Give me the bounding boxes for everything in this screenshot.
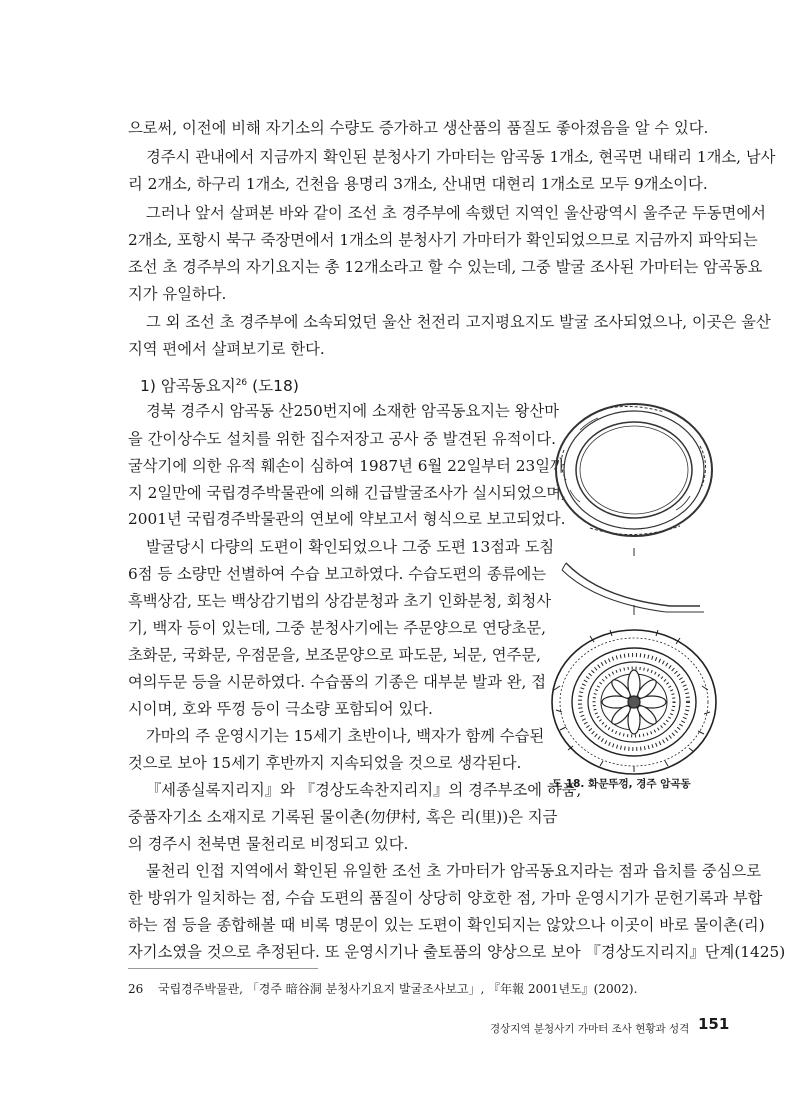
- lid-top-view: [556, 404, 712, 536]
- footnote-divider: [128, 968, 318, 969]
- page-number: 151: [698, 1015, 730, 1033]
- body-line: 경북 경주시 암곡동 산250번지에 소재한 암곡동요지는 왕산마: [146, 402, 560, 420]
- body-line: 중품자기소 소재지로 기록된 물이촌(勿伊村, 혹은 리(里))은 지금: [128, 808, 558, 826]
- body-line: 2001년 국립경주박물관의 연보에 약보고서 형식으로 보고되었다.: [128, 510, 566, 528]
- lid-profile-view: [562, 548, 704, 615]
- body-line: 의 경주시 천북면 물천리로 비정되고 있다.: [128, 835, 409, 853]
- body-line: 경주시 관내에서 지금까지 확인된 분청사기 가마터는 암곡동 1개소, 현곡면 내태리 1개소, 남사: [146, 148, 776, 166]
- body-line: 조선 초 경주부의 자기요지는 총 12개소라고 할 수 있는데, 그중 발굴 조사된 가마터는 암곡동요: [128, 258, 763, 276]
- body-line: 기, 백자 등이 있는데, 그중 분청사기에는 주문양으로 연당초문,: [128, 619, 547, 637]
- body-line: 지역 편에서 살펴보기로 한다.: [128, 340, 325, 358]
- lid-decorated-view: [552, 630, 716, 774]
- body-line: 물천리 인접 지역에서 확인된 유일한 조선 초 가마터가 암곡동요지라는 점과 읍치를 중심으로: [146, 862, 762, 880]
- footnote-number: 26: [128, 982, 144, 996]
- body-line: 6점 등 소량만 선별하여 수습 보고하였다. 수습도편의 종류에는: [128, 565, 547, 583]
- figure-caption: 도 18. 화문뚜껑, 경주 암곡동: [552, 778, 691, 790]
- body-line: 하는 점 등을 종합해볼 때 비록 명문이 있는 도편이 확인되지는 않았으나 이곳이 바로 물이촌(리): [128, 916, 765, 934]
- footnote-text: 국립경주박물관, 「경주 暗谷洞 분청사기요지 발굴조사보고」, 『年報 2001년도』(2002).: [158, 982, 638, 996]
- body-line: 『세종실록지리지』와 『경상도속찬지리지』의 경주부조에 하품,: [146, 781, 582, 799]
- body-line: 발굴당시 다량의 도편이 확인되었으나 그중 도편 13점과 도침: [146, 538, 555, 556]
- body-line: 굴삭기에 의한 유적 훼손이 심하여 1987년 6월 22일부터 23일까: [128, 457, 565, 475]
- figure-ref: (도18): [252, 377, 299, 395]
- section-title: 1) 암곡동요지: [140, 377, 236, 395]
- running-head: 경상지역 분청사기 가마터 조사 현황과 성격: [490, 1023, 690, 1035]
- body-line: 한 방위가 일치하는 점, 수습 도편의 품질이 상당히 양호한 점, 가마 운영시기가 문헌기록과 부합: [128, 889, 763, 907]
- body-line: 리 2개소, 하구리 1개소, 건천읍 용명리 3개소, 산내면 대현리 1개소로 모두 9개소이다.: [128, 175, 708, 193]
- body-line: 을 간이상수도 설치를 위한 집수저장고 공사 중 발견된 유적이다.: [128, 430, 556, 448]
- lid-drawing-figure: [540, 400, 728, 780]
- body-line: 그러나 앞서 살펴본 바와 같이 조선 초 경주부에 속했던 지역인 울산광역시 울주군 두동면에서: [146, 204, 766, 222]
- section-heading: [140, 372, 299, 397]
- body-line: 그 외 조선 초 경주부에 소속되었던 울산 천전리 고지평요지도 발굴 조사되었으나, 이곳은 울산: [146, 313, 771, 331]
- body-line: 가마의 주 운영시기는 15세기 초반이나, 백자가 함께 수습된: [146, 727, 545, 745]
- body-line: 지 2일만에 국립경주박물관에 의해 긴급발굴조사가 실시되었으며,: [128, 484, 566, 502]
- footnote: [128, 980, 637, 998]
- body-line: 것으로 보아 15세기 후반까지 지속되었을 것으로 생각된다.: [128, 754, 522, 772]
- body-line: 지가 유일하다.: [128, 285, 227, 303]
- body-line: 자기소였을 것으로 추정된다. 또 운영시기나 출토품의 양상으로 보아 『경상도지리지』단계(1425): [128, 943, 786, 961]
- body-line: 여의두문 등을 시문하였다. 수습품의 기종은 대부분 발과 완, 접: [128, 673, 547, 691]
- body-line: 초화문, 국화문, 우점문을, 보조문양으로 파도문, 뇌문, 연주문,: [128, 646, 541, 664]
- body-line: 흑백상감, 또는 백상감기법의 상감분청과 초기 인화분청, 회청사: [128, 592, 552, 610]
- body-line: 시이며, 호와 뚜껑 등이 극소량 포함되어 있다.: [128, 700, 433, 718]
- footnote-ref: 26: [235, 378, 248, 388]
- body-line: 2개소, 포항시 북구 죽장면에서 1개소의 분청사기 가마터가 확인되었으므로 지금까지 파악되는: [128, 231, 758, 249]
- body-line: 으로써, 이전에 비해 자기소의 수량도 증가하고 생산품의 품질도 좋아졌음을 알 수 있다.: [128, 119, 709, 137]
